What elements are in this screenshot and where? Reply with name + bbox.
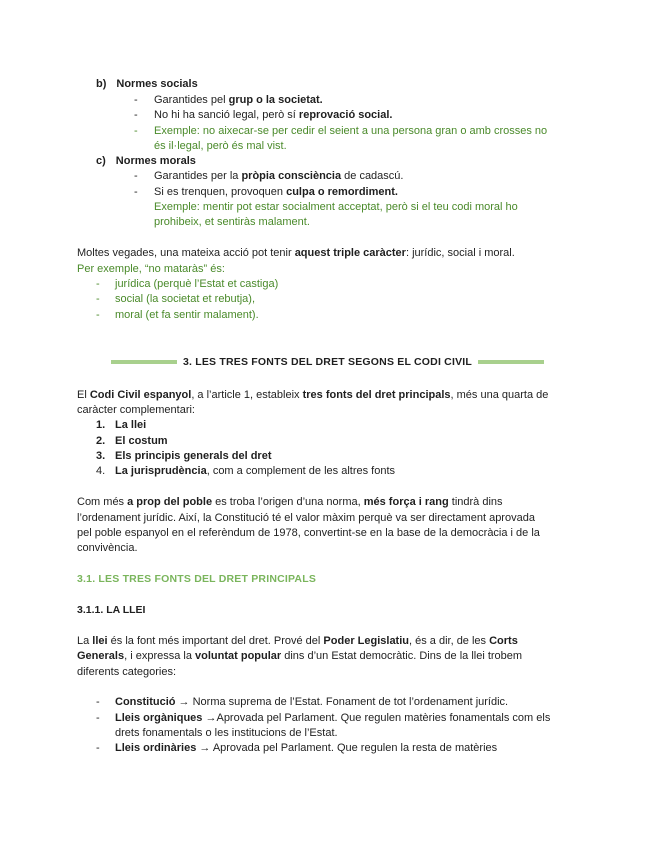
list-item: 1.: [96, 419, 106, 431]
paragraph: Generals, i expressa la voluntat popular dins d’un Estat democràtic. Dins de la llei trobem: [77, 650, 523, 662]
list-item: -: [96, 278, 100, 290]
list-item: -: [96, 712, 100, 724]
section-c-title: c) Normes morals: [96, 155, 196, 167]
section-b-title: b) Normes socials: [96, 78, 198, 90]
list-item-text: social (la societat et rebutja),: [115, 293, 256, 305]
list-item: 3.: [96, 450, 106, 462]
subsubsection-heading: 3.1.1. LA LLEI: [77, 604, 146, 616]
list-item-text: Els principis generals del dret: [115, 450, 272, 462]
list-item-text: Si es trenquen, provoquen culpa o remordiment.: [154, 186, 398, 198]
paragraph: La llei és la font més important del dret. Prové del Poder Legislatiu, és a dir, de les Corts: [77, 635, 518, 647]
heading-bar-left: [111, 360, 177, 364]
subsection-heading: 3.1. LES TRES FONTS DEL DRET PRINCIPALS: [77, 573, 317, 585]
list-item: -: [134, 186, 138, 198]
list-item: -: [134, 109, 138, 121]
paragraph: El Codi Civil espanyol, a l’article 1, estableix tres fonts del dret principals, més una quarta de: [77, 389, 549, 401]
heading-bar-right: [478, 360, 544, 364]
list-item: 2.: [96, 435, 106, 447]
list-item: -: [96, 696, 100, 708]
list-item-text: drets fonamentals o les institucions de l’Estat.: [115, 727, 338, 739]
list-item-text: jurídica (perquè l’Estat et castiga): [115, 278, 279, 290]
list-item-text: Garantides per la pròpia consciència de cadascú.: [154, 170, 404, 182]
section-heading: 3. LES TRES FONTS DEL DRET SEGONS EL CODI CIVIL: [0, 356, 655, 371]
list-item: -: [134, 94, 138, 106]
paragraph: diferents categories:: [77, 666, 177, 678]
paragraph: l’ordenament jurídic. Així, la Constitució té el valor màxim perquè va ser directament aprovada: [77, 512, 535, 524]
list-item-text: moral (et fa sentir malament).: [115, 309, 259, 321]
list-item: -: [96, 742, 100, 754]
example-text: Exemple: no aixecar-se per cedir el seient a una persona gran o amb crosses no: [154, 125, 548, 137]
example-text: Exemple: mentir pot estar socialment acceptat, però si el teu codi moral ho: [154, 201, 518, 213]
list-item-text: Garantides pel grup o la societat.: [154, 94, 323, 106]
list-item-text: La llei: [115, 419, 147, 431]
list-item: -: [96, 293, 100, 305]
example-text: prohibeix, et sentiràs malament.: [154, 216, 310, 228]
example-text: és il·legal, però és mal vist.: [154, 140, 287, 152]
paragraph: convivència.: [77, 542, 138, 554]
paragraph: caràcter complementari:: [77, 404, 195, 416]
list-item-text: No hi ha sanció legal, però sí reprovació social.: [154, 109, 393, 121]
paragraph: Moltes vegades, una mateixa acció pot tenir aquest triple caràcter: jurídic, social i moral.: [77, 247, 515, 259]
list-item-text: El costum: [115, 435, 168, 447]
list-item-text: Constitució → Norma suprema de l’Estat. Fonament de tot l’ordenament jurídic.: [115, 696, 509, 708]
list-item: 4.: [96, 465, 106, 477]
example-intro: Per exemple, “no mataràs” és:: [77, 263, 225, 275]
paragraph: Com més a prop del poble es troba l’origen d’una norma, més força i rang tindrà dins: [77, 496, 503, 508]
list-item: -: [134, 170, 138, 182]
paragraph: pel poble espanyol en el referèndum de 1978, convertint-se en la base de la democràcia i de la: [77, 527, 540, 539]
list-item-text: Lleis ordinàries → Aprovada pel Parlament. Que regulen la resta de matèries: [115, 742, 498, 754]
list-item: -: [96, 309, 100, 321]
list-item: -: [134, 125, 138, 137]
list-item-text: Lleis orgàniques →Aprovada pel Parlament. Que regulen matèries fonamentals com els: [115, 712, 551, 724]
list-item-text: La jurisprudència, com a complement de les altres fonts: [115, 465, 396, 477]
